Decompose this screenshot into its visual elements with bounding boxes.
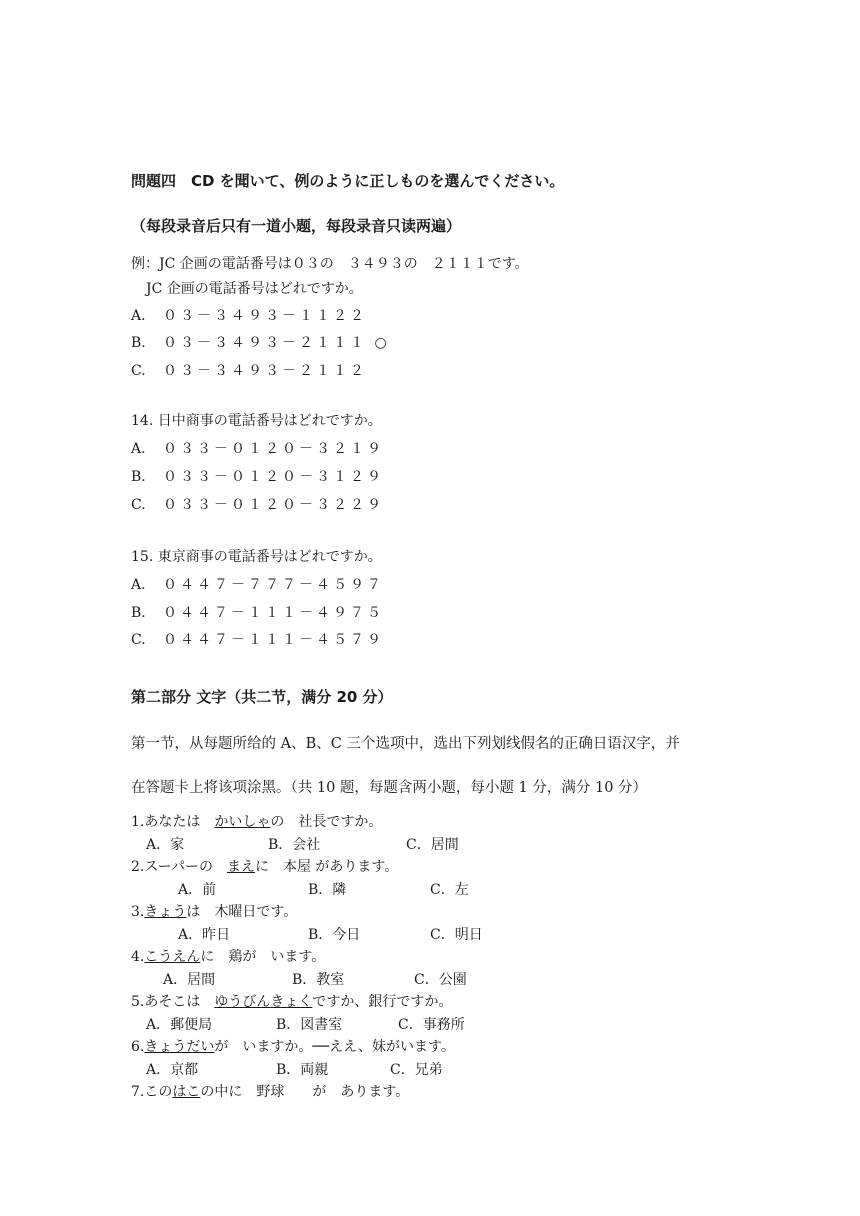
option-text: ０４４７－７７７－４５９７ (163, 577, 384, 593)
item-5-stem (131, 993, 452, 1011)
option-text: ０３－３４９３－２１１２ (163, 363, 367, 379)
item-1-stem (131, 813, 382, 831)
part2-instruction-2: 在答题卡上将该项涂黑。（共 10 题，每题含两小题，每小题 1 分，满分 10 分） (131, 780, 648, 796)
example-option-b (131, 334, 390, 352)
underlined-kana: こうえん (144, 949, 201, 965)
stem-prefix: 4. (131, 949, 145, 965)
stem-prefix: 1.あなたは (131, 814, 215, 830)
question-15-stem: 15. 東京商事の電話番号はどれですか。 (131, 549, 382, 565)
underlined-kana: きょう (144, 904, 187, 920)
option-letter: A. (131, 577, 146, 593)
question-14-option-c (131, 496, 384, 514)
item-5-option-c: C．事務所 (398, 1017, 465, 1033)
question-14-option-a (131, 440, 384, 458)
option-text: ０３３－０１２０－３２１９ (163, 441, 384, 457)
stem-suffix: が いますか。──ええ、妹がいます。 (214, 1039, 455, 1055)
item-3-option-b: B．今日 (308, 927, 361, 943)
item-2-stem (131, 858, 398, 876)
option-text: ０３－３４９３－１１２２ (163, 308, 367, 324)
item-2-option-b: B．隣 (308, 882, 347, 898)
stem-suffix: の中に 野球 が あります。 (200, 1084, 410, 1100)
option-letter: C. (131, 632, 146, 648)
item-1-option-b: B．会社 (268, 837, 321, 853)
option-text: ０３３－０１２０－３１２９ (163, 469, 384, 485)
stem-prefix: 5.あそこは (131, 994, 215, 1010)
item-4-stem (131, 948, 325, 966)
question-15-option-a (131, 576, 384, 594)
item-6-option-c: C．兄弟 (390, 1062, 443, 1078)
stem-suffix: ですか、銀行ですか。 (312, 994, 453, 1010)
example-line-2: JC 企画の電話番号はどれですか。 (146, 281, 363, 297)
question-14-stem: 14. 日中商事の電話番号はどれですか。 (131, 413, 382, 429)
example-option-c (131, 362, 367, 380)
example-option-a (131, 307, 367, 325)
item-5-option-b: B．図書室 (276, 1017, 343, 1033)
stem-suffix: に 鶏が います。 (200, 949, 326, 965)
stem-suffix: は 木曜日です。 (186, 904, 298, 920)
stem-suffix: に 本屋 があります。 (254, 859, 399, 875)
question-15-option-c (131, 631, 384, 649)
item-6-stem (131, 1038, 455, 1056)
item-3-option-a: A．昨日 (178, 927, 231, 943)
stem-prefix: 3. (131, 904, 145, 920)
option-letter: B. (131, 605, 146, 621)
item-6-option-a: A．京都 (146, 1062, 199, 1078)
part2-instruction-1: 第一节，从每题所给的 A、B、C 三个选项中，选出下列划线假名的正确日语汉字，并 (131, 736, 680, 752)
item-3-stem (131, 903, 297, 921)
option-letter: A. (131, 441, 146, 457)
stem-suffix: の 社長ですか。 (270, 814, 383, 830)
option-letter: A. (131, 308, 146, 324)
option-letter: C. (131, 497, 146, 513)
item-2-option-c: C．左 (430, 882, 469, 898)
option-text: ０４４７－１１１－４９７５ (163, 605, 384, 621)
option-text: ０３－３４９３－２１１１ ○ (163, 335, 390, 351)
option-letter: C. (131, 363, 146, 379)
item-3-option-c: C．明日 (430, 927, 483, 943)
section-note: （每段录音后只有一道小题，每段录音只读两遍） (131, 217, 462, 235)
item-2-option-a: A．前 (178, 882, 217, 898)
stem-prefix: 2.スーパーの (131, 859, 227, 875)
question-15-option-b (131, 604, 384, 622)
item-1-option-c: C．居間 (406, 837, 459, 853)
part2-title: 第二部分 文字（共二节，满分 20 分） (131, 688, 393, 706)
item-1-option-a: A．家 (146, 837, 185, 853)
stem-prefix: 6. (131, 1039, 145, 1055)
option-letter: B. (131, 335, 146, 351)
underlined-kana: きょうだい (144, 1039, 215, 1055)
example-line-1: 例：JC 企画の電話番号は０３の ３４９３の ２１１１です。 (131, 256, 529, 272)
underlined-kana: はこ (172, 1084, 201, 1100)
item-6-option-b: B．両親 (276, 1062, 329, 1078)
item-4-option-a: A．居間 (163, 972, 216, 988)
underlined-kana: まえ (226, 859, 255, 875)
question-14-option-b (131, 468, 384, 486)
item-5-option-a: A．郵便局 (146, 1017, 213, 1033)
section-title: 問題四 CD を聞いて、例のように正しものを選んでください。 (131, 172, 565, 190)
option-letter: B. (131, 469, 146, 485)
option-text: ０４４７－１１１－４５７９ (163, 632, 384, 648)
option-text: ０３３－０１２０－３２２９ (163, 497, 384, 513)
underlined-kana: かいしゃ (214, 814, 271, 830)
item-4-option-b: B．教室 (292, 972, 345, 988)
item-7-stem (131, 1083, 409, 1101)
stem-prefix: 7.この (131, 1084, 173, 1100)
underlined-kana: ゆうびんきょく (214, 994, 313, 1010)
item-4-option-c: C．公園 (414, 972, 467, 988)
